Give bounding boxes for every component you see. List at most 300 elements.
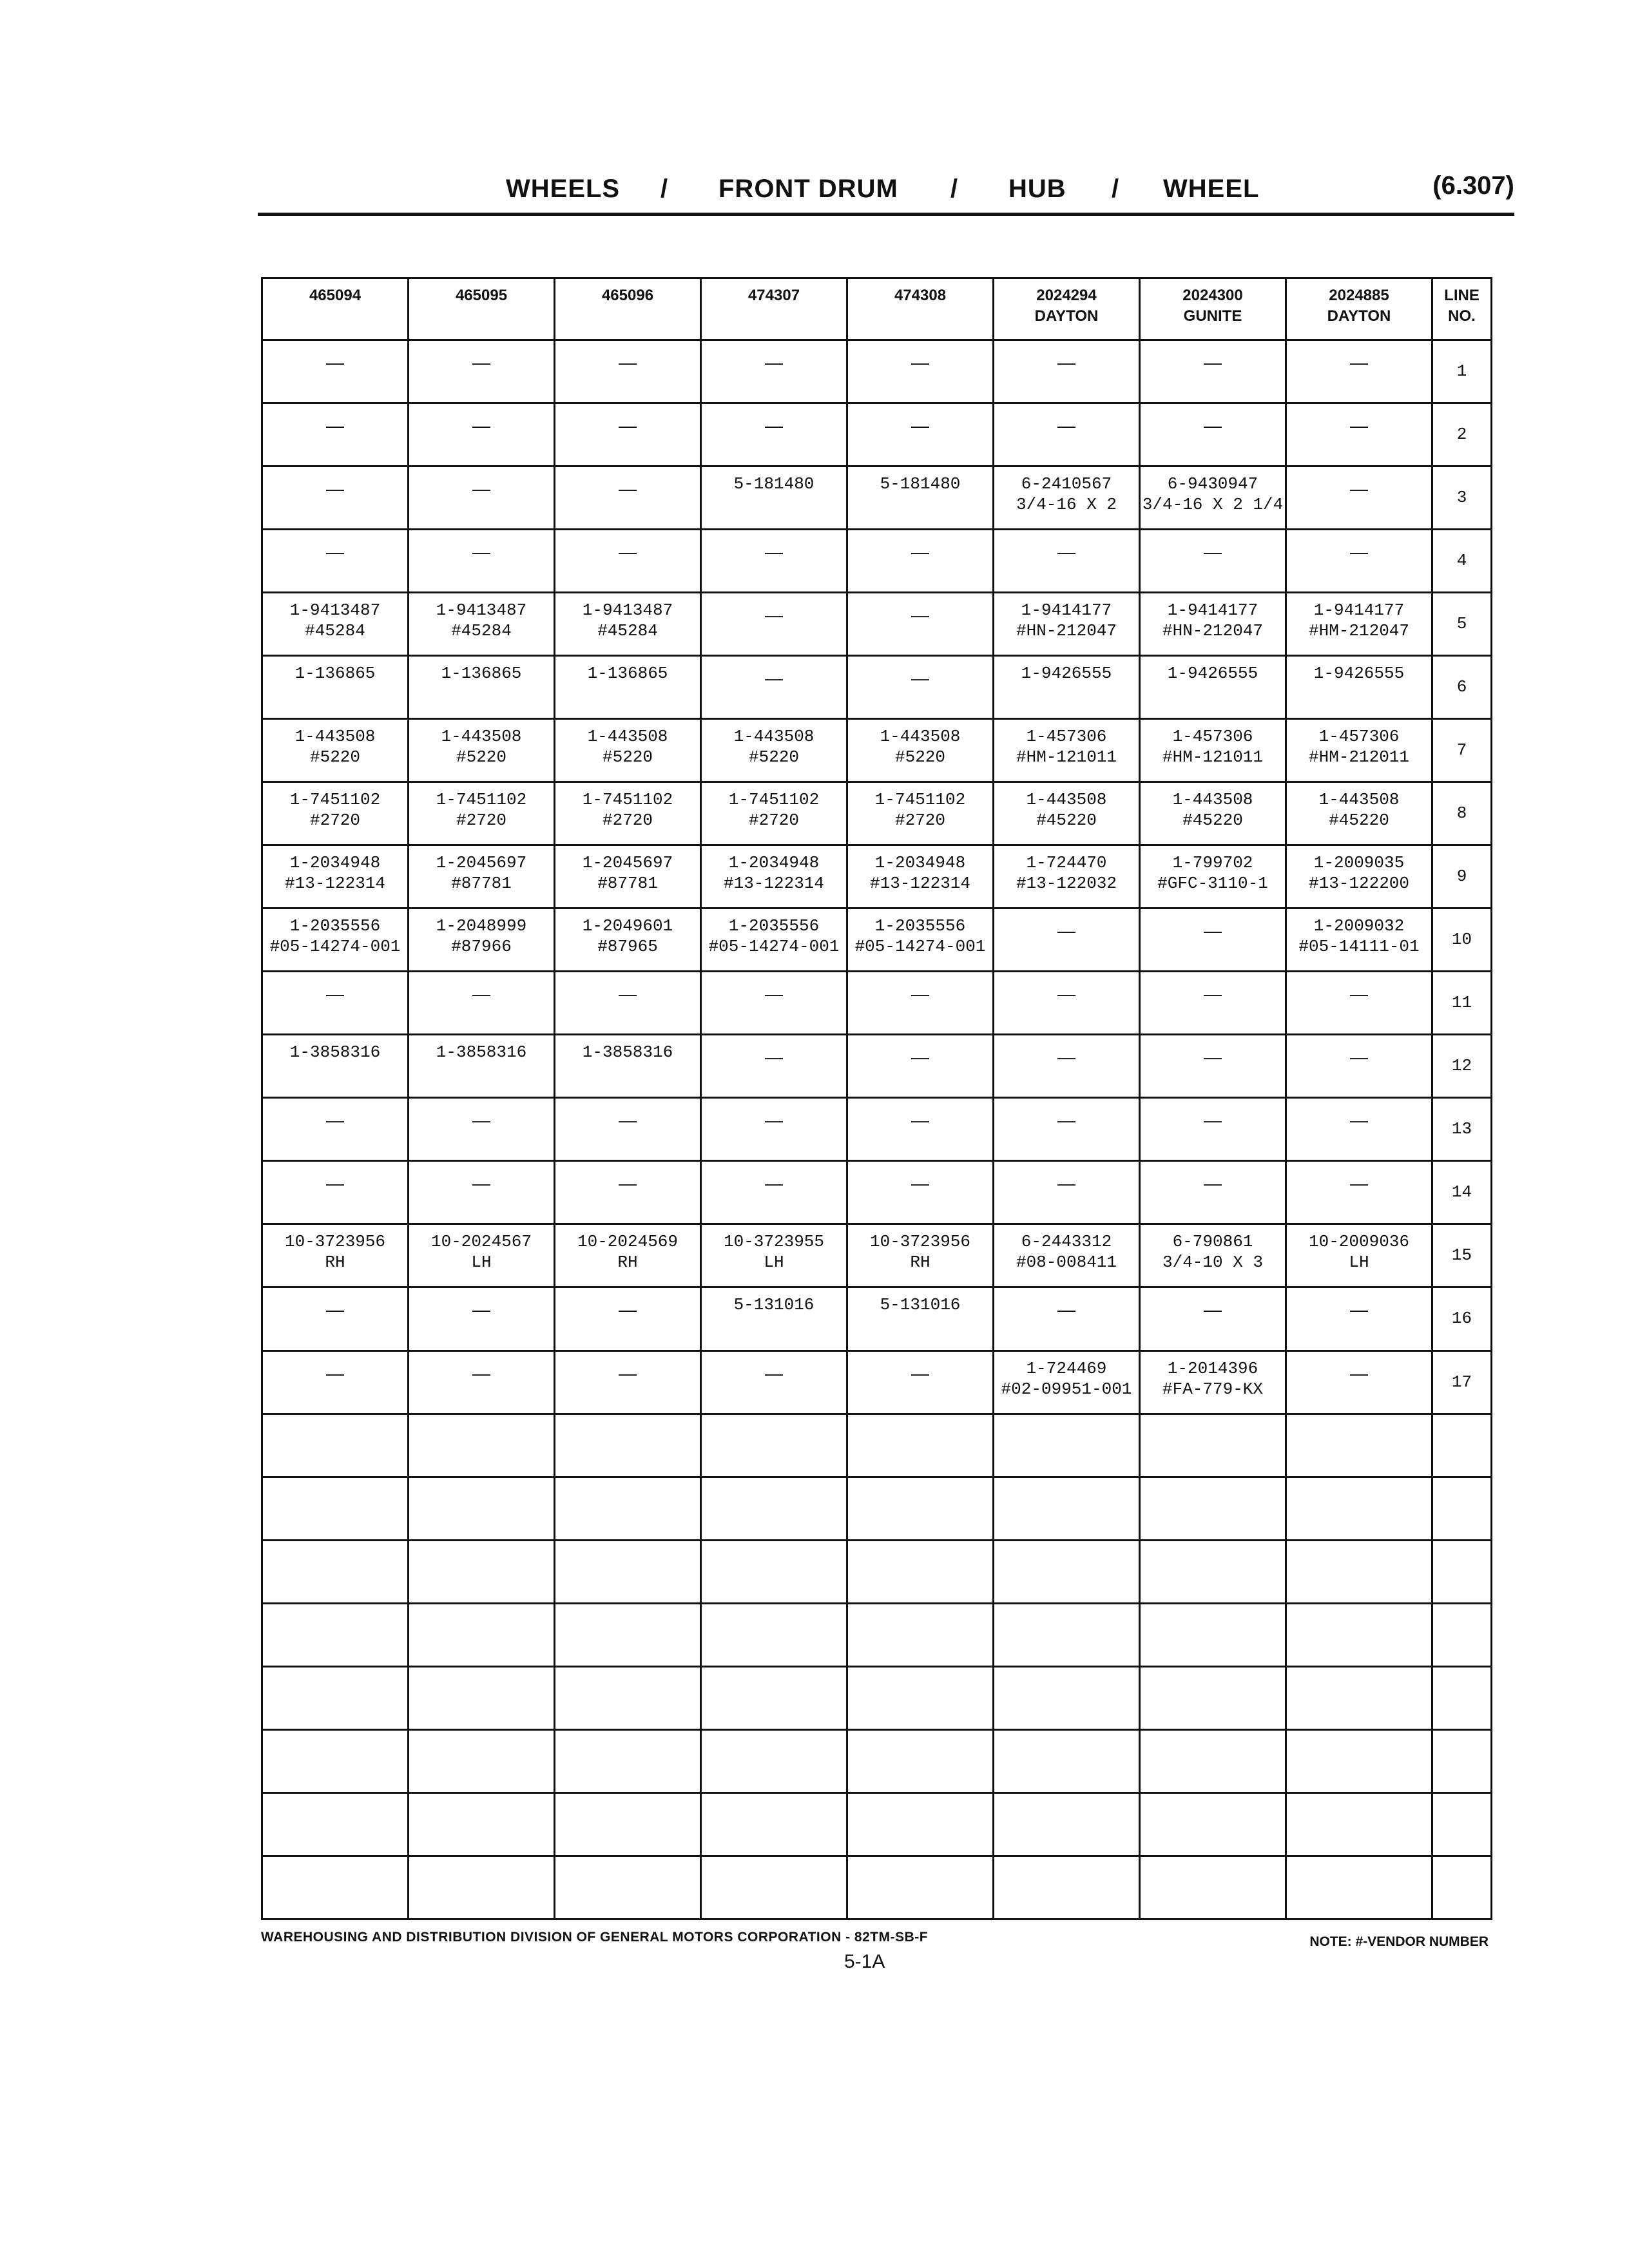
empty-dash: —: [1204, 416, 1222, 436]
vendor-number: #05-14274-001: [269, 937, 401, 957]
part-number: 1-457306: [1318, 727, 1400, 747]
part-cell: [847, 466, 994, 530]
part-number: 1-2009035: [1313, 853, 1405, 873]
part-cell: [701, 1224, 847, 1287]
vendor-number: 3/4-16 X 2: [1016, 495, 1117, 515]
vendor-number: 3/4-16 X 2 1/4: [1142, 495, 1284, 515]
part-cell: [701, 972, 847, 1035]
blank-cell: [555, 1729, 701, 1792]
part-cell: [409, 908, 555, 972]
part-cell: [847, 1161, 994, 1224]
part-number: 1-9414177: [1021, 601, 1112, 620]
part-cell: [555, 466, 701, 530]
empty-dash: —: [1204, 921, 1222, 941]
empty-dash: —: [911, 668, 929, 689]
empty-dash: —: [1057, 1300, 1075, 1320]
blank-cell: [1432, 1603, 1492, 1666]
part-cell: [1286, 972, 1432, 1035]
part-cell: [1286, 656, 1432, 719]
vendor-number: LH: [471, 1253, 492, 1273]
part-number: 1-2045697: [436, 853, 527, 873]
part-cell: [994, 1287, 1140, 1350]
part-cell: [847, 1287, 994, 1350]
empty-dash: —: [765, 984, 783, 1004]
page-title: [506, 166, 1537, 211]
part-number: 5-181480: [880, 474, 961, 494]
part-cell: [409, 782, 555, 845]
line-number: 2: [1432, 403, 1492, 466]
line-number: 16: [1432, 1287, 1492, 1350]
blank-cell: [409, 1414, 555, 1477]
part-cell: [409, 656, 555, 719]
line-number: 1: [1432, 340, 1492, 403]
part-number: 1-2049601: [582, 916, 673, 936]
part-cell: [701, 656, 847, 719]
line-number: 13: [1432, 1098, 1492, 1161]
blank-cell: [847, 1540, 994, 1603]
empty-dash: —: [619, 542, 637, 562]
column-header-label: 2024885: [1329, 287, 1389, 304]
part-cell: [994, 403, 1140, 466]
part-cell: [555, 1350, 701, 1414]
part-cell: [994, 782, 1140, 845]
part-column-header: [262, 278, 409, 340]
blank-cell: [1140, 1729, 1286, 1792]
part-number: 1-443508: [733, 727, 815, 747]
part-cell: [847, 1098, 994, 1161]
vendor-number: #13-122200: [1308, 874, 1410, 894]
part-number: 1-443508: [1318, 790, 1400, 810]
empty-dash: —: [1350, 1363, 1368, 1383]
empty-dash: —: [1350, 984, 1368, 1004]
part-cell: [555, 908, 701, 972]
section-number: (6.307): [1432, 171, 1514, 200]
part-cell: [847, 593, 994, 656]
vendor-number: #5220: [602, 747, 653, 767]
empty-dash: —: [619, 479, 637, 499]
part-cell: [262, 845, 409, 908]
line-number: 10: [1432, 908, 1492, 972]
part-number: 10-2024569: [577, 1232, 679, 1252]
part-cell: [555, 972, 701, 1035]
part-number: 1-3858316: [289, 1043, 381, 1062]
part-number: 10-3723956: [869, 1232, 971, 1252]
part-cell: [555, 719, 701, 782]
part-number: 1-3858316: [582, 1043, 673, 1062]
table-row: [262, 908, 1492, 972]
blank-cell: [1286, 1856, 1432, 1919]
blank-cell: [701, 1603, 847, 1666]
part-cell: [1286, 403, 1432, 466]
part-number: 1-443508: [587, 727, 668, 747]
part-cell: [1286, 466, 1432, 530]
vendor-number: #13-122032: [1016, 874, 1117, 894]
blank-cell: [1286, 1540, 1432, 1603]
empty-dash: —: [1204, 1047, 1222, 1068]
line-number: 4: [1432, 530, 1492, 593]
empty-dash: —: [911, 1047, 929, 1068]
blank-cell: [1140, 1603, 1286, 1666]
part-cell: [1140, 1035, 1286, 1098]
empty-dash: —: [326, 479, 344, 499]
part-cell: [701, 340, 847, 403]
part-cell: [847, 719, 994, 782]
part-number: 1-2045697: [582, 853, 673, 873]
vendor-number: #05-14274-001: [708, 937, 840, 957]
part-number: 10-2024567: [430, 1232, 532, 1252]
blank-row: [262, 1792, 1492, 1856]
vendor-number: #2720: [894, 811, 945, 831]
column-header-label: 2024300: [1182, 287, 1243, 304]
table-header-row: [262, 278, 1492, 340]
empty-dash: —: [765, 668, 783, 689]
line-number: 12: [1432, 1035, 1492, 1098]
empty-dash: —: [619, 416, 637, 436]
part-cell: [994, 593, 1140, 656]
title-front-drum: FRONT DRUM: [718, 174, 898, 203]
part-cell: [1140, 908, 1286, 972]
empty-dash: —: [619, 1300, 637, 1320]
title-separator: /: [660, 174, 669, 203]
part-cell: [701, 782, 847, 845]
part-cell: [701, 403, 847, 466]
table-row: [262, 593, 1492, 656]
vendor-number: #HM-121011: [1016, 747, 1117, 767]
blank-cell: [555, 1414, 701, 1477]
part-number: 1-136865: [587, 664, 668, 684]
table-row: [262, 1161, 1492, 1224]
vendor-number: #2720: [748, 811, 799, 831]
empty-dash: —: [1350, 352, 1368, 372]
part-number: 1-443508: [1026, 790, 1107, 810]
blank-row: [262, 1666, 1492, 1729]
part-number: 1-7451102: [874, 790, 966, 810]
blank-cell: [262, 1729, 409, 1792]
blank-row: [262, 1414, 1492, 1477]
part-number: 1-136865: [441, 664, 522, 684]
blank-cell: [847, 1729, 994, 1792]
empty-dash: —: [1204, 1173, 1222, 1194]
vendor-number: #FA-779-KX: [1162, 1379, 1264, 1399]
empty-dash: —: [619, 984, 637, 1004]
empty-dash: —: [1057, 1047, 1075, 1068]
empty-dash: —: [472, 1363, 490, 1383]
title-wheel: WHEEL: [1163, 174, 1260, 203]
part-number: 1-443508: [441, 727, 522, 747]
blank-cell: [409, 1540, 555, 1603]
column-header-label: 474308: [894, 287, 947, 304]
blank-cell: [847, 1414, 994, 1477]
vendor-number: #05-14274-001: [854, 937, 986, 957]
empty-dash: —: [1350, 1173, 1368, 1194]
part-number: 5-131016: [880, 1295, 961, 1315]
blank-cell: [994, 1414, 1140, 1477]
column-header-sublabel: DAYTON: [1034, 307, 1099, 325]
part-number: 1-2034948: [874, 853, 966, 873]
part-cell: [555, 1224, 701, 1287]
blank-row: [262, 1856, 1492, 1919]
blank-cell: [1140, 1414, 1286, 1477]
part-number: 1-7451102: [289, 790, 381, 810]
part-cell: [1286, 340, 1432, 403]
part-number: 6-2410567: [1021, 474, 1112, 494]
empty-dash: —: [1350, 1300, 1368, 1320]
part-number: 1-457306: [1026, 727, 1107, 747]
part-cell: [1140, 340, 1286, 403]
part-column-header: [555, 278, 701, 340]
part-number: 1-9413487: [582, 601, 673, 620]
part-cell: [701, 1350, 847, 1414]
line-number: 8: [1432, 782, 1492, 845]
part-cell: [555, 1161, 701, 1224]
blank-cell: [1432, 1792, 1492, 1856]
blank-cell: [1140, 1477, 1286, 1540]
empty-dash: —: [472, 984, 490, 1004]
blank-cell: [262, 1414, 409, 1477]
table-row: [262, 1224, 1492, 1287]
table-row: [262, 530, 1492, 593]
blank-cell: [1432, 1477, 1492, 1540]
part-number: 1-2035556: [728, 916, 820, 936]
empty-dash: —: [472, 542, 490, 562]
blank-cell: [1286, 1414, 1432, 1477]
empty-dash: —: [1057, 1173, 1075, 1194]
vendor-number: #2720: [602, 811, 653, 831]
blank-cell: [262, 1856, 409, 1919]
empty-dash: —: [765, 542, 783, 562]
part-cell: [1286, 1161, 1432, 1224]
part-cell: [847, 530, 994, 593]
part-cell: [555, 1098, 701, 1161]
part-cell: [1140, 656, 1286, 719]
part-cell: [262, 1098, 409, 1161]
part-cell: [262, 466, 409, 530]
title-wheels: WHEELS: [506, 174, 621, 203]
blank-cell: [1432, 1666, 1492, 1729]
blank-cell: [994, 1792, 1140, 1856]
empty-dash: —: [765, 1110, 783, 1131]
part-cell: [1286, 593, 1432, 656]
blank-cell: [701, 1856, 847, 1919]
part-cell: [1286, 530, 1432, 593]
part-number: 6-790861: [1172, 1232, 1253, 1252]
column-header-label: 465094: [309, 287, 361, 304]
blank-cell: [555, 1792, 701, 1856]
part-cell: [555, 845, 701, 908]
column-header-sublabel: NO.: [1448, 307, 1476, 325]
empty-dash: —: [1350, 1047, 1368, 1068]
part-number: 1-7451102: [582, 790, 673, 810]
vendor-number: #HN-212047: [1162, 621, 1264, 641]
empty-dash: —: [911, 416, 929, 436]
part-cell: [1140, 403, 1286, 466]
part-cell: [409, 466, 555, 530]
table-row: [262, 845, 1492, 908]
part-cell: [409, 719, 555, 782]
table-row: [262, 1035, 1492, 1098]
part-cell: [262, 403, 409, 466]
footer-vendor-note: NOTE: #-VENDOR NUMBER: [1309, 1934, 1489, 1949]
part-number: 1-443508: [294, 727, 376, 747]
vendor-number: #2720: [309, 811, 360, 831]
part-number: 1-2035556: [874, 916, 966, 936]
part-column-header: [409, 278, 555, 340]
blank-cell: [847, 1666, 994, 1729]
part-cell: [994, 530, 1140, 593]
empty-dash: —: [1350, 479, 1368, 499]
empty-dash: —: [1057, 416, 1075, 436]
part-cell: [409, 1287, 555, 1350]
vendor-number: #HM-121011: [1162, 747, 1264, 767]
part-cell: [994, 719, 1140, 782]
part-number: 1-443508: [1172, 790, 1253, 810]
line-number: 3: [1432, 466, 1492, 530]
part-cell: [1140, 845, 1286, 908]
part-cell: [847, 782, 994, 845]
part-cell: [1140, 1287, 1286, 1350]
empty-dash: —: [326, 542, 344, 562]
part-cell: [555, 530, 701, 593]
blank-cell: [555, 1856, 701, 1919]
empty-dash: —: [472, 352, 490, 372]
part-cell: [1140, 719, 1286, 782]
blank-cell: [262, 1666, 409, 1729]
vendor-number: #87965: [597, 937, 658, 957]
column-header-label: 465095: [455, 287, 508, 304]
part-cell: [994, 972, 1140, 1035]
blank-cell: [409, 1792, 555, 1856]
blank-cell: [1432, 1414, 1492, 1477]
part-number: 1-9426555: [1313, 664, 1405, 684]
part-cell: [262, 340, 409, 403]
blank-cell: [701, 1540, 847, 1603]
empty-dash: —: [1204, 1110, 1222, 1131]
blank-cell: [1286, 1792, 1432, 1856]
part-number: 6-9430947: [1167, 474, 1258, 494]
blank-cell: [262, 1792, 409, 1856]
part-cell: [262, 908, 409, 972]
vendor-number: #5220: [748, 747, 799, 767]
part-cell: [409, 530, 555, 593]
part-cell: [994, 1350, 1140, 1414]
empty-dash: —: [472, 416, 490, 436]
vendor-number: #87781: [597, 874, 658, 894]
part-cell: [994, 1224, 1140, 1287]
table-row: [262, 466, 1492, 530]
part-number: 10-3723955: [723, 1232, 825, 1252]
part-cell: [409, 1098, 555, 1161]
part-cell: [409, 403, 555, 466]
blank-cell: [262, 1540, 409, 1603]
blank-cell: [409, 1603, 555, 1666]
part-cell: [701, 466, 847, 530]
blank-cell: [262, 1477, 409, 1540]
part-number: 1-3858316: [436, 1043, 527, 1062]
part-cell: [1140, 1350, 1286, 1414]
blank-row: [262, 1729, 1492, 1792]
title-hub: HUB: [1008, 174, 1066, 203]
table-row: [262, 1287, 1492, 1350]
blank-cell: [555, 1666, 701, 1729]
part-cell: [1286, 908, 1432, 972]
part-cell: [409, 340, 555, 403]
part-cell: [262, 1161, 409, 1224]
table-row: [262, 972, 1492, 1035]
part-number: 1-443508: [880, 727, 961, 747]
blank-cell: [1286, 1666, 1432, 1729]
vendor-number: LH: [764, 1253, 784, 1273]
blank-cell: [1286, 1477, 1432, 1540]
part-cell: [1140, 972, 1286, 1035]
part-cell: [847, 845, 994, 908]
part-cell: [1286, 845, 1432, 908]
part-number: 1-7451102: [436, 790, 527, 810]
part-cell: [994, 466, 1140, 530]
part-cell: [1140, 530, 1286, 593]
part-cell: [409, 1224, 555, 1287]
part-cell: [847, 656, 994, 719]
vendor-number: #02-09951-001: [1001, 1379, 1132, 1399]
vendor-number: #87781: [451, 874, 512, 894]
blank-cell: [994, 1603, 1140, 1666]
part-cell: [1286, 719, 1432, 782]
part-cell: [1140, 466, 1286, 530]
empty-dash: —: [1204, 352, 1222, 372]
line-number: 7: [1432, 719, 1492, 782]
empty-dash: —: [472, 1173, 490, 1194]
empty-dash: —: [326, 1300, 344, 1320]
empty-dash: —: [911, 984, 929, 1004]
blank-row: [262, 1477, 1492, 1540]
part-cell: [701, 530, 847, 593]
blank-cell: [847, 1792, 994, 1856]
blank-cell: [847, 1856, 994, 1919]
part-cell: [994, 1098, 1140, 1161]
part-cell: [409, 845, 555, 908]
part-number: 1-2014396: [1167, 1358, 1258, 1378]
blank-cell: [1140, 1666, 1286, 1729]
empty-dash: —: [326, 1110, 344, 1131]
blank-cell: [555, 1540, 701, 1603]
blank-cell: [409, 1729, 555, 1792]
part-number: 1-9414177: [1313, 601, 1405, 620]
vendor-number: #45220: [1329, 811, 1389, 831]
part-cell: [994, 1035, 1140, 1098]
part-cell: [555, 403, 701, 466]
part-number: 1-136865: [294, 664, 376, 684]
part-cell: [262, 719, 409, 782]
part-cell: [1286, 1350, 1432, 1414]
part-cell: [701, 845, 847, 908]
table-row: [262, 719, 1492, 782]
part-number: 1-2048999: [436, 916, 527, 936]
line-number: 15: [1432, 1224, 1492, 1287]
part-cell: [701, 1098, 847, 1161]
empty-dash: —: [1350, 416, 1368, 436]
part-cell: [409, 972, 555, 1035]
table-row: [262, 340, 1492, 403]
part-cell: [555, 782, 701, 845]
vendor-number: RH: [910, 1253, 930, 1273]
part-cell: [994, 908, 1140, 972]
title-separator: /: [950, 174, 959, 203]
vendor-number: #05-14111-01: [1298, 937, 1420, 957]
blank-cell: [994, 1856, 1140, 1919]
empty-dash: —: [326, 352, 344, 372]
vendor-number: #2720: [456, 811, 506, 831]
part-cell: [994, 845, 1140, 908]
empty-dash: —: [472, 1110, 490, 1131]
